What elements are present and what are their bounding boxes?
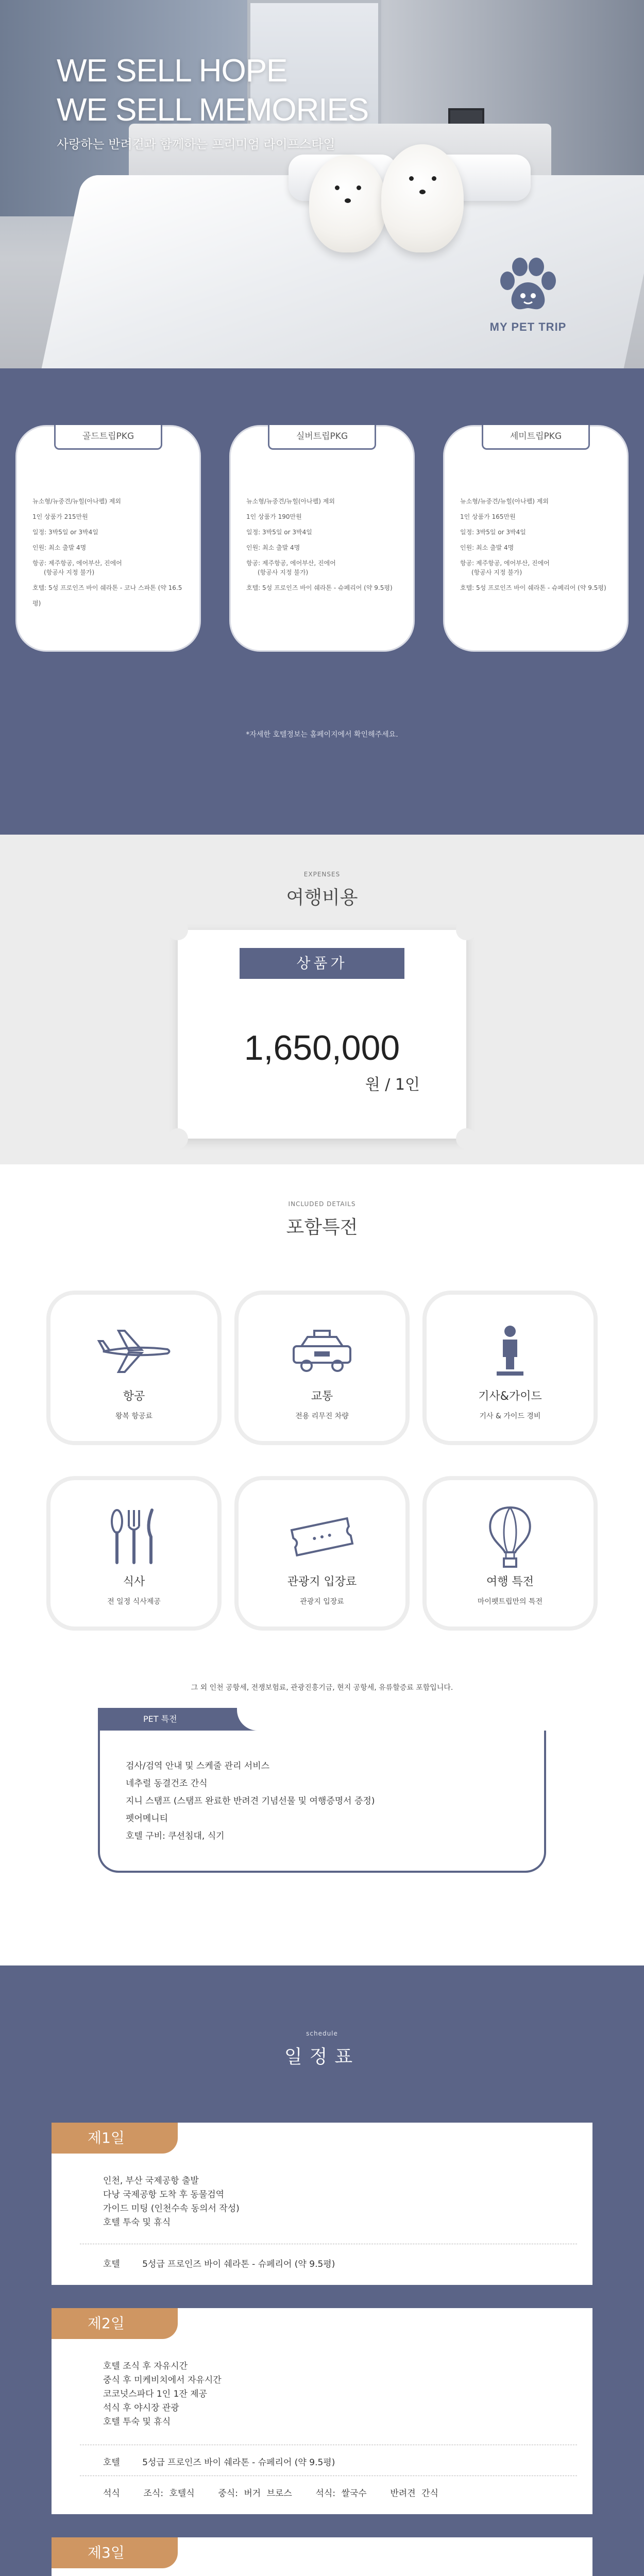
package-line: 일정: 3박5일 or 3박4일: [32, 529, 98, 536]
package-card-gold[interactable]: [15, 425, 201, 652]
package-line: 인원: 최소 출발 4명: [246, 544, 300, 551]
dog-figure: [381, 144, 464, 252]
pet-benefit-item: 검사/검역 안내 및 스케줄 관리 서비스: [126, 1761, 270, 1771]
package-line: 일정: 3박5일 or 3박4일: [460, 529, 526, 536]
benefit-card-guide: [422, 1291, 598, 1445]
hotel-info: 호텔 5성급 프로인즈 바이 쉐라톤 - 슈페리어 (약 9.5평): [103, 2458, 335, 2468]
package-line: (항공사 지정 불가): [258, 569, 309, 576]
section-label-en: schedule: [306, 2030, 338, 2037]
hero-banner: [0, 0, 644, 368]
paw-icon: [497, 258, 559, 314]
benefit-title: 여행 특전: [486, 1575, 534, 1588]
package-line: 뉴소형/뉴중견/뉴힐(아나펠) 제외: [246, 498, 335, 505]
benefit-title: 식사: [123, 1575, 145, 1588]
benefit-desc: 기사 & 가이드 경비: [479, 1412, 541, 1420]
pet-benefit-item: 펫어메니티: [126, 1814, 168, 1824]
day-card-2: [52, 2308, 592, 2514]
package-line: 항공: 제주항공, 에어부산, 진에어: [246, 560, 336, 567]
package-line: 인원: 최소 출발 4명: [32, 544, 87, 551]
section-label-en: EXPENSES: [303, 871, 341, 878]
utensils-icon: [106, 1506, 162, 1568]
package-line: 호텔: 5성 프로인즈 바이 쉐라톤 - 코나 스파톤 (약 16.5평): [32, 584, 182, 607]
price-tag-label: 상품가: [240, 948, 404, 979]
itinerary-line: 가이드 미팅 (인천수속 동의서 작성): [103, 2204, 240, 2214]
itinerary-line: 코코넛스파다 1인 1잔 제공: [103, 2389, 208, 2399]
benefit-title: 항공: [123, 1390, 145, 1403]
day-card-3: [52, 2537, 592, 2576]
meal-info: 석식 조식: 호텔식 중식: 버거 브로스 석식: 쌀국수 반려견 간식: [103, 2488, 438, 2499]
package-details: [246, 494, 400, 596]
benefit-title: 교통: [311, 1390, 333, 1403]
package-line: 호텔: 5성 프로인즈 바이 쉐라톤 - 슈페리어 (약 9.5평): [246, 584, 393, 591]
brand-logo[interactable]: MY PET TRIP: [479, 258, 577, 334]
section-title: 일정표: [284, 2046, 360, 2067]
package-name: 골드트립PKG: [54, 425, 162, 450]
benefit-card-admission: [234, 1476, 410, 1631]
benefit-card-special: [422, 1476, 598, 1631]
pet-benefits-tag: PET 특전: [98, 1708, 237, 1731]
pet-benefit-item: 호텔 구비: 쿠션침대, 식기: [126, 1831, 225, 1841]
package-name: 세미트립PKG: [482, 425, 590, 450]
benefit-title: 관광지 입장료: [287, 1575, 357, 1588]
section-label-en: INCLUDED DETAILS: [288, 1200, 356, 1208]
itinerary-line: 호텔 투숙 및 휴식: [103, 2417, 171, 2427]
benefit-card-airfare: [46, 1291, 222, 1445]
expenses-section: [0, 835, 644, 1164]
itinerary-line: 호텔 투숙 및 휴식: [103, 2217, 171, 2228]
benefit-card-transport: [234, 1291, 410, 1445]
pet-benefits-box: [98, 1708, 546, 1873]
guide-icon: [489, 1323, 531, 1380]
price-value: 1,650,000: [244, 1028, 400, 1067]
package-line: 항공: 제주항공, 에어부산, 진에어: [32, 560, 122, 567]
day-label: 제3일: [52, 2537, 178, 2568]
package-card-silver[interactable]: [229, 425, 415, 652]
package-line: (항공사 지정 불가): [471, 569, 522, 576]
pet-benefit-item: 네추럴 동결건조 간식: [126, 1778, 208, 1789]
section-title: 여행비용: [286, 887, 358, 908]
benefit-desc: 관광지 입장료: [300, 1598, 344, 1606]
day-label: 제2일: [52, 2308, 178, 2339]
benefit-desc: 왕복 항공료: [115, 1412, 153, 1420]
hero-subtitle: 사랑하는 반려견과 함께하는 프리미엄 라이프스타일: [57, 137, 335, 151]
package-details: [460, 494, 614, 596]
pet-benefits-list: [126, 1757, 544, 1845]
package-note: *자세한 호텔정보는 홈페이지에서 확인해주세요.: [246, 731, 398, 739]
package-card-semi[interactable]: [443, 425, 629, 652]
section-title: 포함특전: [286, 1217, 358, 1238]
price-unit: 원 / 1인: [365, 1076, 420, 1094]
benefit-desc: 마이펫트립만의 특전: [477, 1598, 543, 1606]
itinerary-line: 다낭 국제공항 도착 후 동물검역: [103, 2190, 225, 2200]
day-card-1: [52, 2123, 592, 2285]
included-section: [0, 1164, 644, 1965]
schedule-section: [0, 1965, 644, 2576]
package-line: 1인 상품가 215만원: [32, 513, 88, 520]
ticket-icon: [286, 1514, 358, 1560]
included-note: 그 외 인천 공항세, 전쟁보험료, 관광진흥기금, 현지 공항세, 유류할증료 포함입니다.: [191, 1684, 453, 1692]
package-name: 실버트립PKG: [268, 425, 376, 450]
package-line: (항공사 지정 불가): [44, 569, 95, 576]
benefit-desc: 전 일정 식사제공: [107, 1598, 161, 1606]
balloon-icon: [484, 1505, 536, 1569]
package-line: 일정: 3박5일 or 3박4일: [246, 529, 312, 536]
package-line: 1인 상품가 190만원: [246, 513, 302, 520]
hotel-info: 호텔 5성급 프로인즈 바이 쉐라톤 - 슈페리어 (약 9.5평): [103, 2259, 335, 2269]
benefit-title: 기사&가이드: [478, 1390, 542, 1403]
package-line: 호텔: 5성 프로인즈 바이 쉐라톤 - 슈페리어 (약 9.5평): [460, 584, 606, 591]
package-details: [32, 494, 186, 611]
package-line: 뉴소형/뉴중견/뉴힐(아나펠) 제외: [32, 498, 121, 505]
benefit-desc: 전용 리무진 차량: [295, 1412, 349, 1420]
itinerary-line: 인천, 부산 국제공항 출발: [103, 2176, 199, 2186]
package-line: 1인 상품가 165만원: [460, 513, 516, 520]
taxi-icon: [286, 1326, 358, 1377]
package-line: 인원: 최소 출발 4명: [460, 544, 514, 551]
pet-benefit-item: 지니 스탬프 (스탬프 완료한 반려견 기념선물 및 여행증명서 증정): [126, 1796, 375, 1806]
itinerary-line: 석식 후 야시장 관광: [103, 2403, 179, 2413]
itinerary-line: 호텔 조식 후 자유시간: [103, 2361, 188, 2371]
itinerary-line: 중식 후 미케비치에서 자유시간: [103, 2375, 222, 2385]
benefit-card-meals: [46, 1476, 222, 1631]
hero-title: WE SELL HOPE WE SELL MEMORIES: [57, 53, 369, 128]
packages-section: [0, 368, 644, 835]
airplane-icon: [93, 1326, 175, 1377]
price-ticket: [178, 930, 466, 1139]
package-line: 뉴소형/뉴중견/뉴힐(아나펠) 제외: [460, 498, 549, 505]
dog-figure: [309, 155, 386, 252]
package-line: 항공: 제주항공, 에어부산, 진에어: [460, 560, 550, 567]
day-label: 제1일: [52, 2123, 178, 2154]
